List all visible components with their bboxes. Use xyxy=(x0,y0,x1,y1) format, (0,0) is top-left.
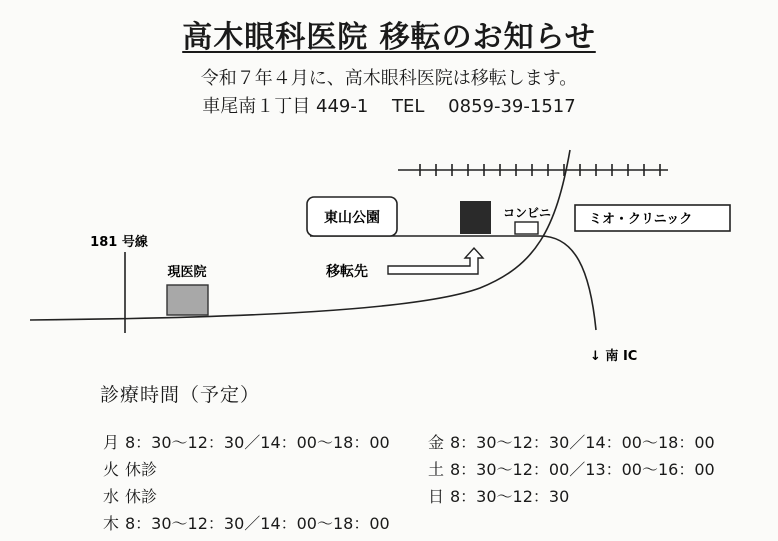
notice-address-phone: 車尾南１丁目 449-1 TEL 0859-39-1517 xyxy=(202,96,576,117)
hours-row-fri xyxy=(428,430,715,453)
hours-row-sat xyxy=(428,457,715,480)
notice-announcement: 令和７年４月に、高木眼科医院は移転します。 xyxy=(200,68,578,89)
time-value: 8：30〜12：30／14：00〜18：00 xyxy=(125,514,390,533)
convenience-store-box xyxy=(515,222,538,234)
current-clinic-label: 現医院 xyxy=(167,265,207,280)
hours-title: 診療時間（予定） xyxy=(100,384,261,406)
south-ic-label: ↓ 南 IC xyxy=(590,349,638,364)
new-clinic-building xyxy=(460,201,491,234)
park-label: 東山公園 xyxy=(324,210,380,226)
time-value: 8：30〜12：30／14：00〜18：00 xyxy=(450,433,715,452)
notice-title: 高木眼科医院 移転のお知らせ xyxy=(182,20,596,55)
day-label: 木 xyxy=(103,514,120,533)
hours-row-sun xyxy=(428,484,569,507)
route-181-label: 181 号線 xyxy=(90,235,148,250)
new-location-label: 移転先 xyxy=(326,264,368,280)
park-road xyxy=(310,236,596,330)
day-label: 金 xyxy=(428,433,445,452)
hours-row-tue xyxy=(103,457,157,480)
time-value: 8：30〜12：30／14：00〜18：00 xyxy=(125,433,390,452)
time-value: 8：30〜12：30 xyxy=(450,487,570,506)
day-label: 土 xyxy=(428,460,445,479)
time-value: 休診 xyxy=(125,487,158,506)
day-label: 火 xyxy=(103,460,120,479)
convenience-store-label: コンビニ xyxy=(502,206,552,220)
new-location-arrow xyxy=(388,248,483,274)
hours-row-wed xyxy=(103,484,157,507)
current-clinic-building xyxy=(167,285,208,315)
hours-row-thu xyxy=(103,511,390,534)
time-value: 休診 xyxy=(125,460,158,479)
day-label: 日 xyxy=(428,487,445,506)
hours-row-mon xyxy=(103,430,390,453)
day-label: 月 xyxy=(103,433,120,452)
mio-clinic-label: ミオ・クリニック xyxy=(589,212,693,227)
railway-line xyxy=(398,164,668,176)
time-value: 8：30〜12：00／13：00〜16：00 xyxy=(450,460,715,479)
day-label: 水 xyxy=(103,487,120,506)
